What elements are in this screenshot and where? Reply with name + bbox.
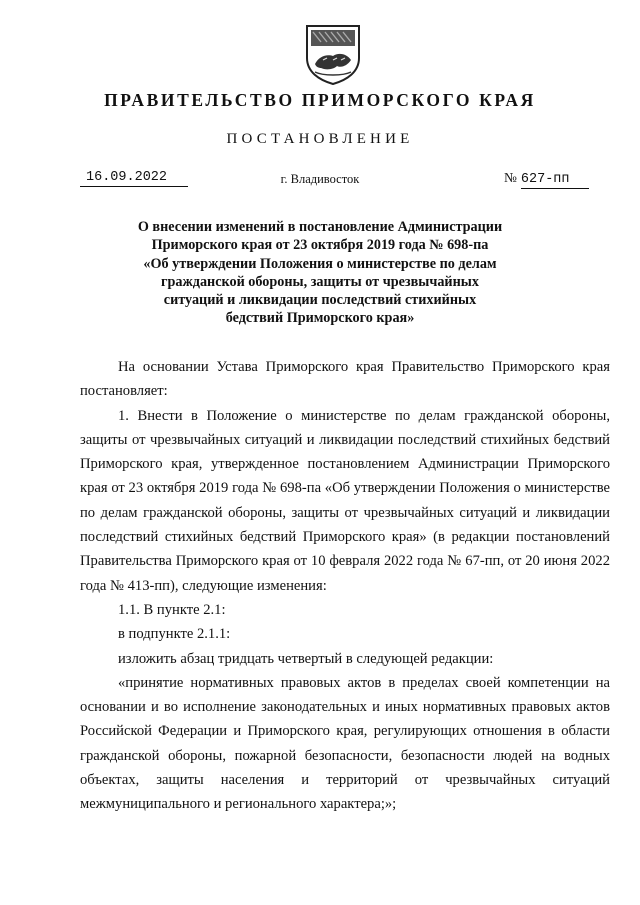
subject-line: Приморского края от 23 октября 2019 года № 698-па [151, 237, 489, 254]
body-paragraph: «принятие нормативных правовых актов в пределах своей компетенции на основании и во исполнение законодательных и иных нормативных правовых актов Российской Федерации и Приморского края, регулирующих отношения в области гражданской обороны, пожарной безопасности, безопасности людей на водных объектах, защиты населения и территорий от чрезвычайных ситуаций межмуниципального и регионального характера;»; [80, 674, 610, 813]
number-value: 627-пп [521, 172, 589, 189]
government-title: ПРАВИТЕЛЬСТВО ПРИМОРСКОГО КРАЯ [104, 90, 536, 110]
document-number [504, 170, 589, 189]
body-paragraph: 1. Внести в Положение о министерстве по делам гражданской обороны, защиты от чрезвычайных ситуаций и ликвидации последствий стихийных бедствий Приморского края, утвержденное постановлением Администрации Приморского края от 23 октября 2019 года № 698-па «Об утверждении Положения о министерстве по делам гражданской обороны, защиты от чрезвычайных ситуаций и ликвидации последствий стихийных бедствий Приморского края» (в редакции постановлений Правительства Приморского края от 10 февраля 2022 года № 67-пп, от 20 июня 2022 года № 413-пп), следующие изменения: [80, 407, 610, 594]
coat-of-arms-icon [303, 22, 363, 86]
document-subject [0, 218, 640, 328]
document-body [80, 355, 610, 817]
subject-line: ситуаций и ликвидации последствий стихийных [163, 292, 477, 309]
subject-line: гражданской обороны, защиты от чрезвычайных [161, 273, 479, 290]
subject-line: «Об утверждении Положения о министерстве по делам [143, 255, 497, 272]
body-paragraph: 1.1. В пункте 2.1: [118, 601, 226, 618]
body-paragraph: изложить абзац тридцать четвертый в следующей редакции: [118, 650, 494, 667]
subject-line: бедствий Приморского края» [225, 310, 415, 327]
body-paragraph: в подпункте 2.1.1: [118, 626, 231, 643]
number-sign: № [504, 170, 517, 185]
document-city: г. Владивосток [280, 172, 360, 186]
subject-line: О внесении изменений в постановление Администрации [137, 219, 503, 235]
body-paragraph: На основании Устава Приморского края Правительство Приморского края постановляет: [80, 359, 610, 400]
document-date: 16.09.2022 [80, 170, 188, 187]
document-type: ПОСТАНОВЛЕНИЕ [226, 131, 414, 147]
